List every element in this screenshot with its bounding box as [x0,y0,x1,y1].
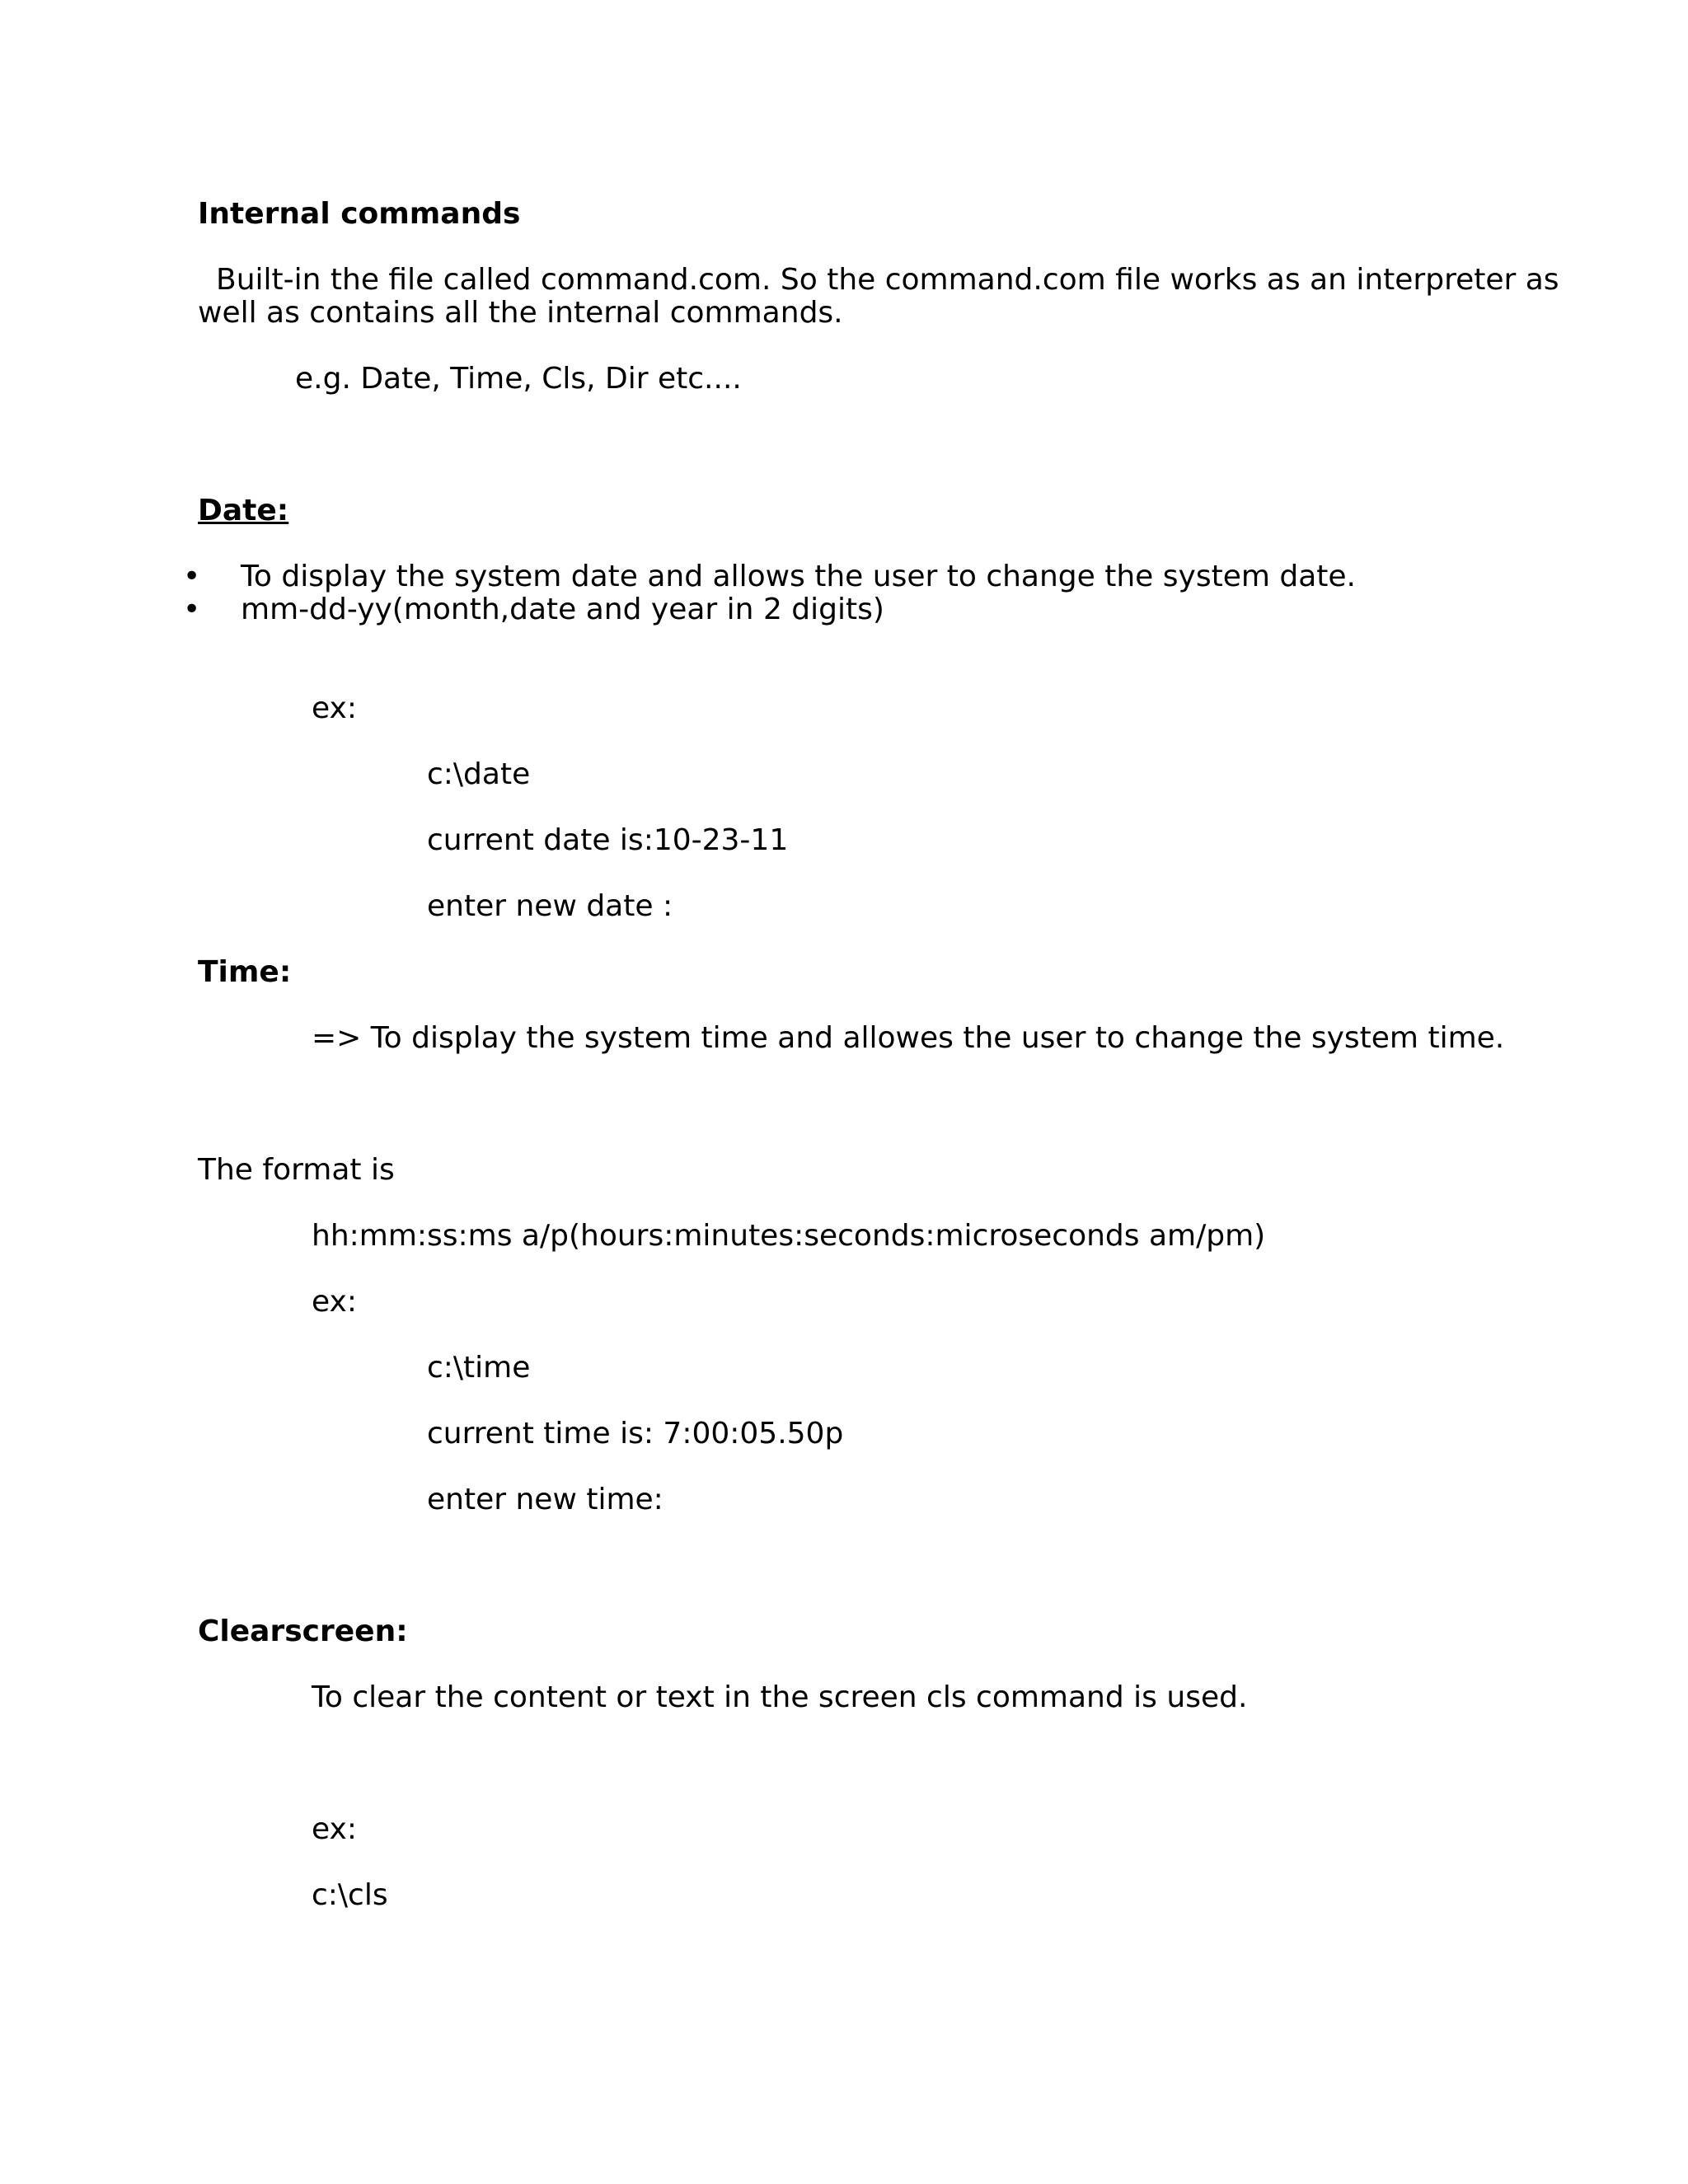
section-heading-time: Time: [198,955,292,989]
paragraph-line: Built-in the file called command.com. So the command.com file works as an interpreter as [216,263,1559,297]
output-line: current time is: 7:00:05.50p [427,1417,844,1451]
description-line: => To display the system time and allowes the user to change the system time. [312,1021,1505,1055]
bullet-item: To display the system date and allows the user to change the system date. [241,560,1356,593]
format-label: The format is [198,1153,395,1187]
bullet-icon: • [183,560,201,593]
prompt-line: enter new time: [427,1483,663,1516]
command-line: c:\time [427,1351,531,1385]
prompt-line: enter new date : [427,889,673,923]
section-heading-internal-commands: Internal commands [198,197,521,231]
example-label: ex: [312,1812,357,1846]
bullet-icon: • [183,593,201,626]
section-heading-date: Date: [198,494,289,527]
section-heading-clearscreen: Clearscreen: [198,1615,408,1648]
example-label: ex: [312,1285,357,1319]
format-line: hh:mm:ss:ms a/p(hours:minutes:seconds:microseconds am/pm) [312,1219,1266,1253]
examples-line: e.g. Date, Time, Cls, Dir etc.... [295,362,742,396]
command-line: c:\cls [312,1878,388,1912]
paragraph-line: well as contains all the internal commands. [198,296,843,330]
example-label: ex: [312,691,357,725]
command-line: c:\date [427,757,531,791]
output-line: current date is:10-23-11 [427,823,789,857]
description-line: To clear the content or text in the screen cls command is used. [312,1680,1248,1714]
bullet-item: mm-dd-yy(month,date and year in 2 digits) [241,593,884,626]
